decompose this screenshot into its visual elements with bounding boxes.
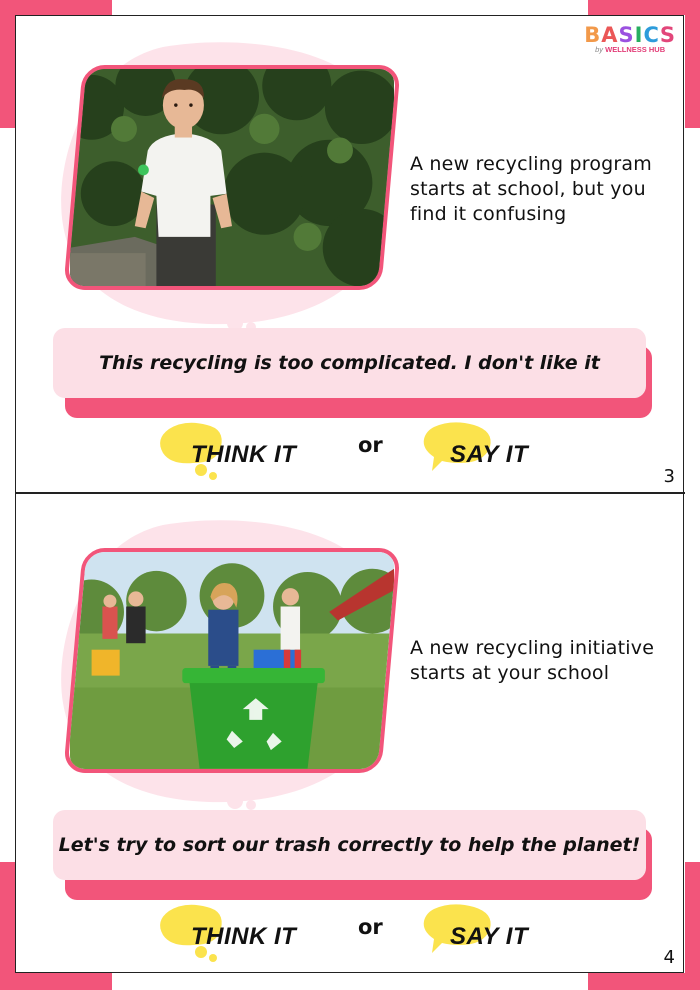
say-it-option[interactable]: [420, 901, 560, 961]
scenario-card-4: [15, 493, 685, 970]
corner-accent-top-right: [588, 0, 700, 15]
say-it-label: SAY IT: [450, 923, 529, 950]
corner-accent-bottom-left-side: [0, 862, 15, 990]
logo-letter: S: [618, 23, 635, 47]
say-it-label: SAY IT: [450, 441, 529, 468]
page-number: 4: [663, 947, 675, 968]
corner-accent-top-left-side: [0, 0, 15, 128]
think-it-label: THINK IT: [191, 441, 297, 468]
or-label: or: [358, 433, 383, 457]
think-it-label: THINK IT: [191, 923, 297, 950]
corner-accent-bottom-right: [588, 973, 700, 990]
scenario-text: A new recycling program starts at school, but you find it confusing: [410, 153, 652, 225]
logo-letter: A: [601, 23, 619, 47]
logo-letter: B: [584, 23, 602, 47]
scenario-photo-frame: [63, 548, 401, 773]
say-it-option[interactable]: [420, 419, 560, 479]
boy-photo: [70, 66, 394, 290]
scenario-text: A new recycling initiative starts at your school: [410, 637, 655, 684]
think-it-option[interactable]: [155, 901, 315, 961]
logo-letter: C: [643, 23, 660, 47]
scenario-card-3: [15, 15, 685, 492]
or-label: or: [358, 915, 383, 939]
scenario-photo-frame: [63, 65, 401, 290]
logo-by: by: [595, 45, 604, 54]
children-recycling-photo: [70, 549, 394, 773]
logo-letter: S: [659, 23, 676, 47]
logo-letter: I: [634, 23, 644, 47]
logo-hub: WELLNESS HUB: [605, 45, 666, 54]
quote-bubble: [53, 810, 646, 880]
quote-bubble: [53, 328, 646, 398]
corner-accent-bottom-right-side: [685, 862, 700, 990]
think-it-option[interactable]: [155, 419, 315, 479]
quote-text: Let's try to sort our trash correctly to help the planet!: [58, 834, 641, 856]
page-number: 3: [663, 466, 675, 487]
corner-accent-top-left: [0, 0, 112, 15]
corner-accent-top-right-side: [685, 0, 700, 128]
quote-text: This recycling is too complicated. I don't like it: [99, 352, 600, 374]
corner-accent-bottom-left: [0, 973, 112, 990]
